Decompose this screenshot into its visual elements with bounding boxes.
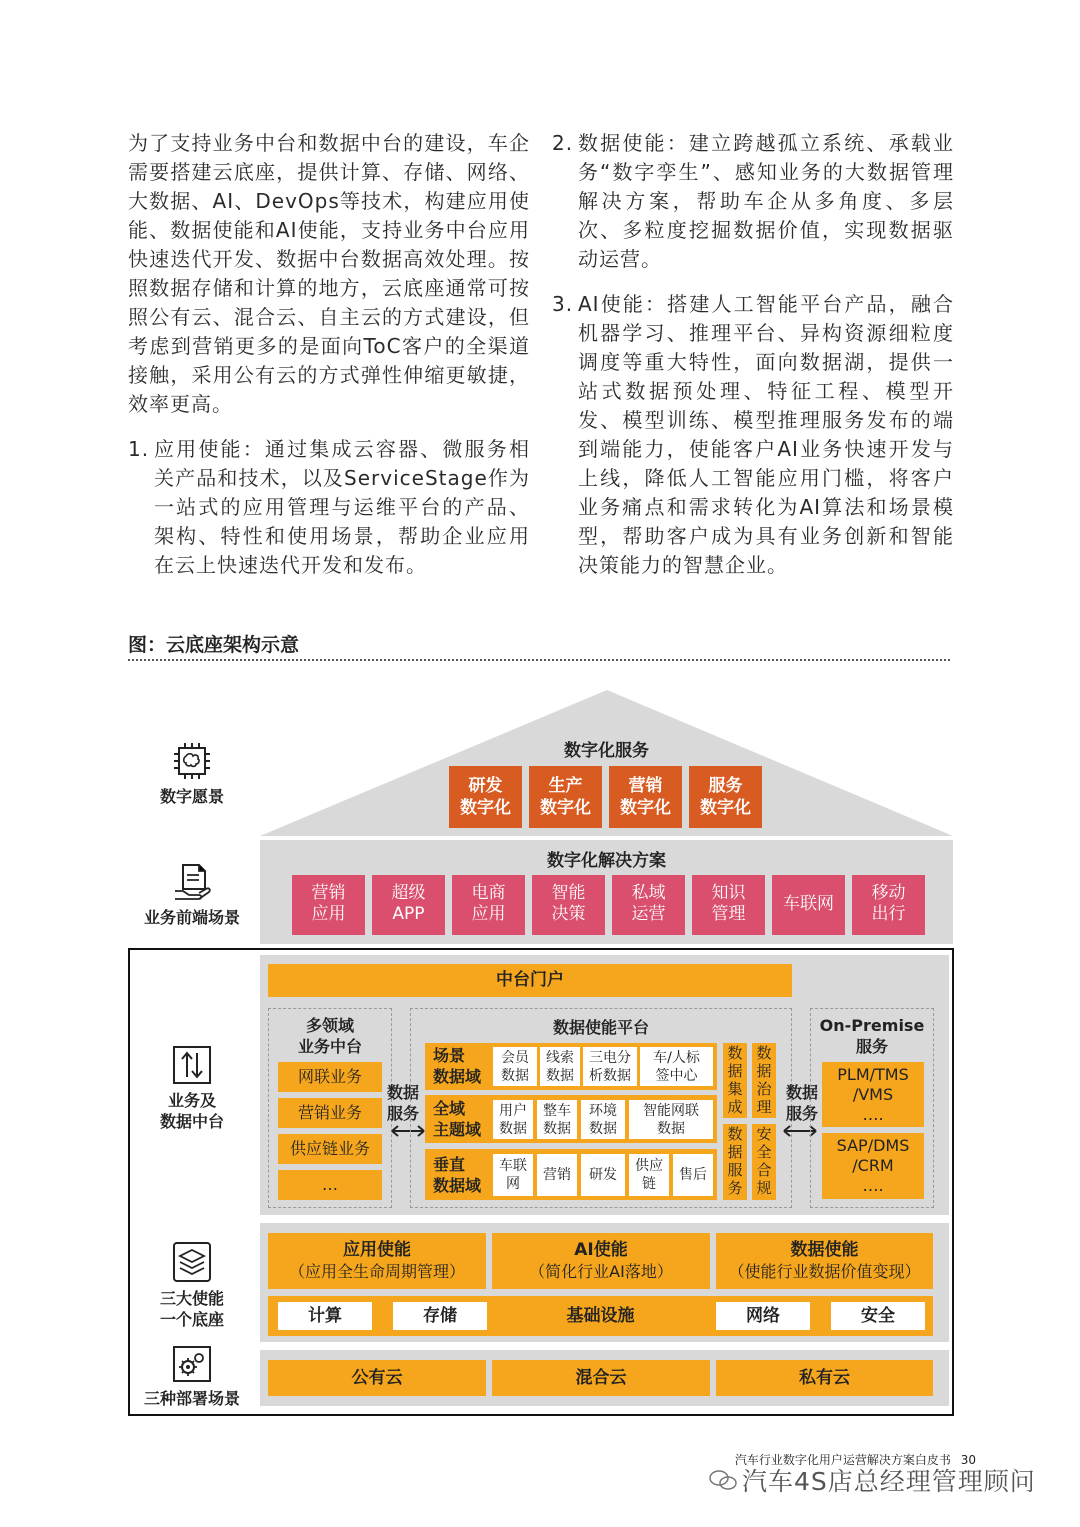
data-cell: 三电分 析数据 (583, 1047, 637, 1086)
solution-item: 私域 运营 (612, 875, 685, 935)
data-platform-title: 数据使能平台 (552, 1018, 649, 1037)
page-number: 30 (960, 1453, 976, 1467)
solution-item: 超级 APP (372, 875, 445, 935)
roof-item: 营销 数字化 (609, 766, 682, 828)
watermark: 汽车4S店总经理管理顾问 (742, 1467, 1036, 1496)
data-cell: 用户 数据 (493, 1100, 533, 1139)
data-row-label: 场景 数据域 (433, 1046, 482, 1086)
infra-item-compute: 计算 (278, 1302, 372, 1330)
on-premise-item: SAP/DMS /CRM …. (822, 1133, 924, 1199)
data-cell: 售后 (673, 1154, 713, 1196)
roof-item: 研发 数字化 (449, 766, 522, 828)
solution-item: 智能 决策 (532, 875, 605, 935)
document-hand-icon (171, 861, 213, 903)
data-integration-bar: 数 据 集 成 (723, 1043, 747, 1118)
list-number: 1. (128, 437, 150, 461)
list-number: 2. (552, 131, 574, 155)
side-label-frontend (130, 861, 254, 928)
enable-title: 应用使能 (343, 1240, 411, 1260)
roof-item: 服务 数字化 (689, 766, 762, 828)
intro-paragraph: 为了支持业务中台和数据中台的建设，车企需要搭建云底座，提供计算、存储、网络、大数据、AI、DevOps等技术，构建应用使能、数据使能和AI使能，支持业务中台应用快速迭代开发、数据中台数据高效处理。按照数据存储和计算的地方，云底座通常可按照公有云、混合云、自主云的方式建设，但考虑到营销更多的是面向ToC客户的全渠道接触，采用公有云的方式弹性伸缩更敏捷，效率更高。 (128, 131, 530, 416)
solution-item: 营销 应用 (292, 875, 365, 935)
deploy-public-cloud: 公有云 (268, 1360, 486, 1396)
enable-subtitle: （应用全生命周期管理） (288, 1262, 465, 1281)
chat-bubble-icon (708, 1468, 738, 1492)
data-cell: 研发 (581, 1154, 625, 1196)
data-governance-bar: 数 据 治 理 (752, 1043, 776, 1118)
side-label-text: 三种部署场景 (143, 1389, 240, 1408)
data-cell: 车联 网 (493, 1154, 533, 1196)
on-premise-title: On-Premise 服务 (819, 1016, 925, 1056)
data-cell: 智能网联 数据 (629, 1100, 713, 1139)
infra-item-network: 网络 (716, 1302, 810, 1330)
data-row-label: 全域 主题域 (433, 1099, 482, 1139)
right-column (552, 129, 954, 580)
security-compliance-bar: 安 全 合 规 (752, 1124, 776, 1200)
roof-shape (260, 690, 953, 836)
list-text: 应用使能：通过集成云容器、微服务相关产品和技术，以及ServiceStage作为一站式的应用管理与运维平台的产品、架构、特性和使用场景，帮助企业应用在云上快速迭代开发和发布。 (154, 437, 530, 577)
biz-item: 供应链业务 (278, 1134, 382, 1164)
infrastructure-bar: 基础设施 (268, 1296, 933, 1336)
data-cell: 车/人标 签中心 (640, 1047, 713, 1086)
side-label-text: 数字愿景 (159, 787, 224, 806)
side-label-text: 业务及 数据中台 (159, 1091, 224, 1131)
biz-item: … (278, 1170, 382, 1200)
data-cell: 供应 链 (629, 1154, 669, 1196)
list-number: 3. (552, 292, 574, 316)
data-cell: 会员 数据 (493, 1047, 537, 1086)
data-enable-box (716, 1233, 933, 1289)
side-label-vision (130, 740, 254, 807)
data-cell: 营销 (537, 1154, 577, 1196)
data-cell: 环境 数据 (581, 1100, 625, 1139)
ai-enable-box (492, 1233, 710, 1289)
left-column (128, 129, 530, 580)
side-label-text: 业务前端场景 (143, 908, 240, 927)
side-label-text: 三大使能 一个底座 (159, 1289, 224, 1329)
list-item-app-enable (128, 435, 530, 580)
enable-title: AI使能 (574, 1240, 628, 1260)
data-cell: 线索 数据 (540, 1047, 580, 1086)
enable-title: 数据使能 (790, 1240, 859, 1260)
figure-title: 图：云底座架构示意 (128, 634, 300, 656)
list-item-data-enable (552, 129, 954, 274)
data-service-bar: 数 据 服 务 (723, 1124, 747, 1200)
biz-middle-title: 多领域 业务中台 (297, 1016, 362, 1056)
enable-subtitle: （简化行业AI落地） (529, 1262, 673, 1281)
portal-bar: 中台门户 (268, 964, 792, 997)
data-service-label-left: 数据 服务 (386, 1083, 419, 1123)
on-premise-item: PLM/TMS /VMS …. (822, 1062, 924, 1127)
data-row-label: 垂直 数据域 (433, 1155, 482, 1195)
enable-subtitle: （使能行业数据价值变现） (728, 1262, 921, 1281)
list-text: AI使能：搭建人工智能平台产品，融合机器学习、推理平台、异构资源细粒度调度等重大特性，面向数据湖，提供一站式数据预处理、特征工程、模型开发、模型训练、模型推理服务发布的端到端能力，使能客户AI业务快速开发与上线，降低人工智能应用门槛，将客户业务痛点和需求转化为AI算法和场景模型，帮助客户成为具有业务创新和智能决策能力的智慧企业。 (578, 292, 954, 577)
infra-item-storage: 存储 (393, 1302, 487, 1330)
figure-title-divider (128, 659, 950, 661)
solution-item: 电商 应用 (452, 875, 525, 935)
data-service-label-right: 数据 服务 (785, 1083, 818, 1123)
infra-item-security: 安全 (831, 1302, 925, 1330)
list-item-ai-enable (552, 290, 954, 580)
deploy-private-cloud: 私有云 (716, 1360, 933, 1396)
solution-item: 知识 管理 (692, 875, 765, 935)
list-text: 数据使能：建立跨越孤立系统、承载业务“数字孪生”、感知业务的大数据管理解决方案，帮助车企从多角度、多层次、多粒度挖掘数据价值，实现数据驱动运营。 (578, 131, 954, 271)
biz-item: 网联业务 (278, 1062, 382, 1092)
solutions-title: 数字化解决方案 (547, 851, 666, 871)
roof-item: 生产 数字化 (529, 766, 602, 828)
biz-item: 营销业务 (278, 1098, 382, 1128)
deploy-hybrid-cloud: 混合云 (492, 1360, 710, 1396)
roof-title: 数字化服务 (564, 741, 649, 761)
solution-item: 车联网 (772, 875, 845, 935)
app-enable-box (268, 1233, 486, 1289)
solution-item: 移动 出行 (852, 875, 925, 935)
brain-chip-icon (171, 740, 213, 782)
footer-doc-title: 汽车行业数字化用户运营解决方案白皮书 (734, 1453, 951, 1467)
data-cell: 整车 数据 (537, 1100, 577, 1139)
